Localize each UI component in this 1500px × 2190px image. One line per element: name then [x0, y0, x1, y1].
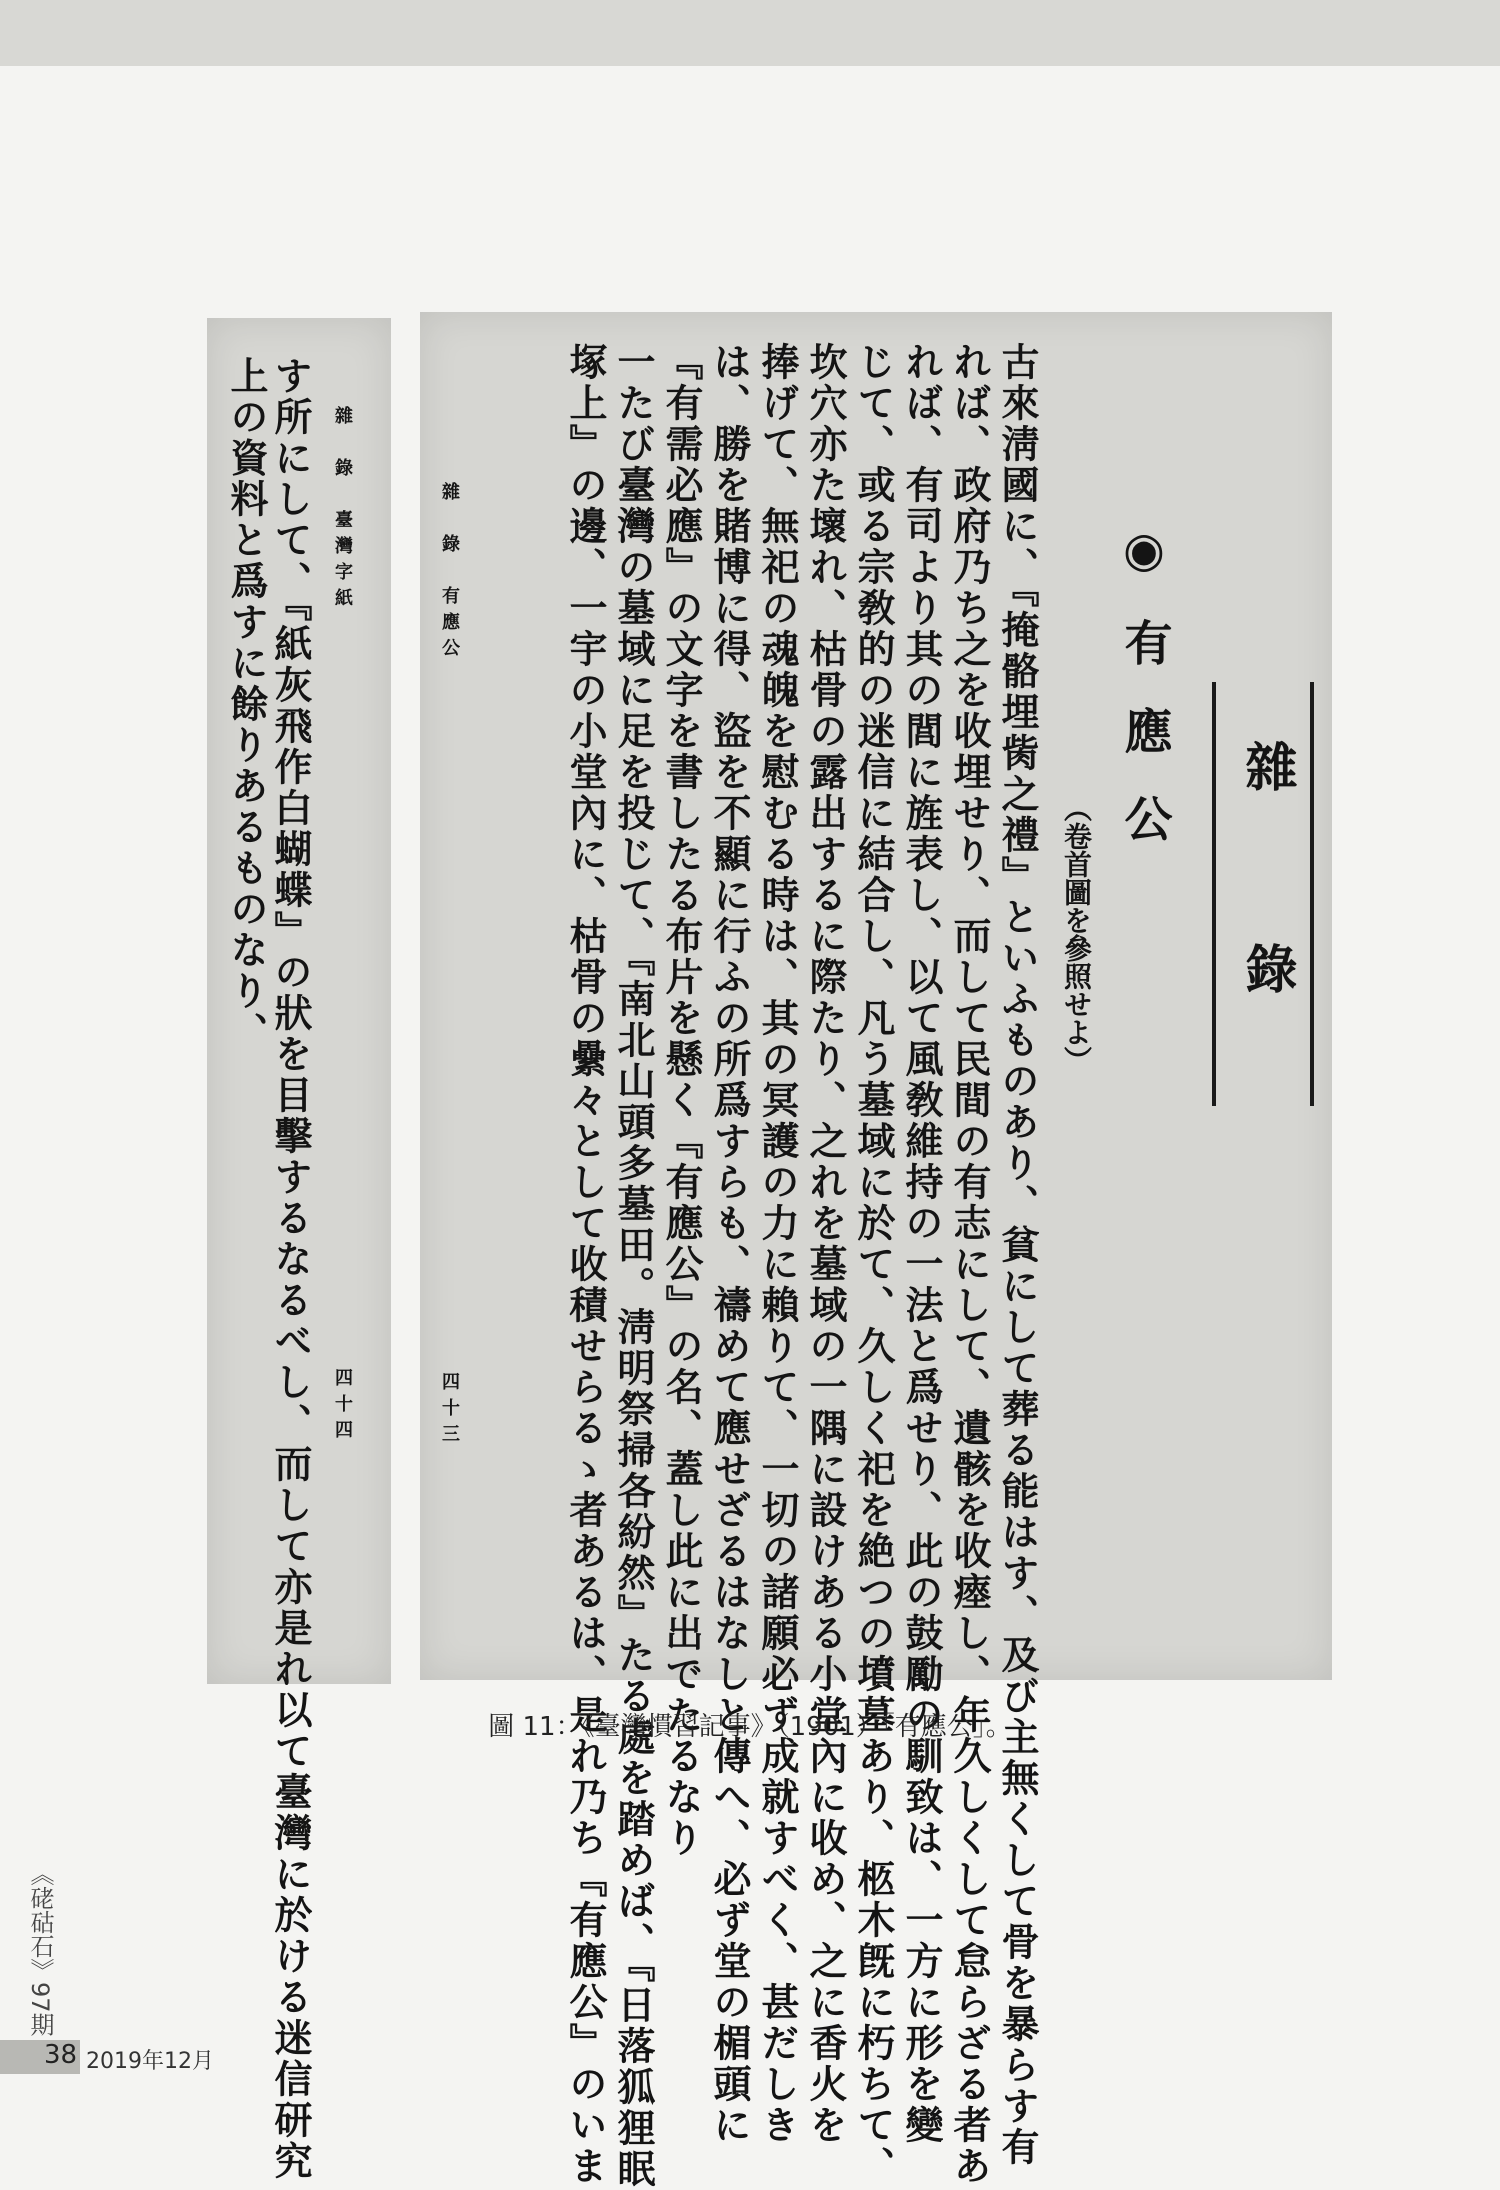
heading-rule-outer	[1310, 682, 1314, 1106]
text-column-8: 『有需必應』の文字を書したる布片を懸く『有應公』の名、蓋し此に出でたるなり	[659, 342, 704, 1859]
text-column-left-2: 上の資料と爲すに餘りあるものなり、	[224, 356, 269, 1053]
heading-rule-inner	[1212, 682, 1216, 1106]
text-column-3: れば、有司より其の閭に旌表し、以て風敎維持の一法と爲せり、此の鼓勵の馴致は、一方に形を變	[899, 342, 944, 2146]
issue-date: 2019年12月	[86, 2049, 214, 2074]
running-header-left: 雜 錄 臺灣字紙	[332, 406, 353, 614]
running-header-right: 雜 錄 有應公	[439, 482, 460, 664]
figure-caption: 圖 11：《臺灣慣習記事》（1901）「有應公」。	[488, 1712, 1012, 1742]
article-title: ◉有應公	[1116, 522, 1172, 882]
top-margin-band	[0, 0, 1500, 66]
text-column-1: 古來淸國に、『掩骼埋胔之禮』といふものあり、貧にして葬る能はす、及び主無くして骨を暴らす有	[995, 342, 1040, 2168]
section-title: 雜錄	[1236, 740, 1297, 1144]
text-column-6: 捧げて、無祀の魂魄を慰むる時は、其の冥護の力に賴りて、一切の諸願必ず成就すべく、甚だしき	[755, 342, 800, 2146]
scan-page-number-left: 四十四	[332, 1368, 353, 1446]
page-number: 38	[44, 2040, 78, 2070]
text-column-5: 坎穴亦た壞れ、枯骨の露出するに際たり、之れを墓域の一隅に設けある小堂內に收め、之に香火を	[803, 342, 848, 2146]
text-column-7: は、勝を賭博に得、盜を不顯に行ふの所爲すらも、禱めて應せざるはなしと傳へ、必ず堂の楣頭に	[707, 342, 752, 2146]
text-column-10: 塚上』の邊、一宇の小堂內に、枯骨の纍々として收積せらるゝ者あるは、是れ乃ち『有應公』のいま	[563, 342, 608, 2187]
journal-title: 《硓𥑮石》97期	[26, 1862, 54, 2037]
text-column-9: 一たび臺灣の墓域に足を投じて、『南北山頭多墓田。淸明祭掃各紛然』たる處を踏めば、『日落狐狸眠	[611, 342, 656, 2190]
scan-page-number-right: 四十三	[439, 1372, 460, 1450]
text-column-left-1: す所にして、『紙灰飛作白蝴蝶』の狀を目擊するなるべし、而して亦是れ以て臺灣に於ける迷信研究	[268, 356, 313, 2182]
article-subtitle: （卷首圖を參照せよ）	[1060, 794, 1093, 1074]
scanned-page-left	[207, 318, 391, 2182]
text-column-2: れば、政府乃ち之を收埋せり、而して民間の有志にして、遺骸を收瘞し、年久しくして怠らざる者あ	[947, 342, 992, 2187]
text-column-4: じて、或る宗敎的の迷信に結合し、凡う墓域に於て、久しく祀を絶つの墳墓あり、柩木旣に朽ちて、	[851, 342, 896, 2187]
